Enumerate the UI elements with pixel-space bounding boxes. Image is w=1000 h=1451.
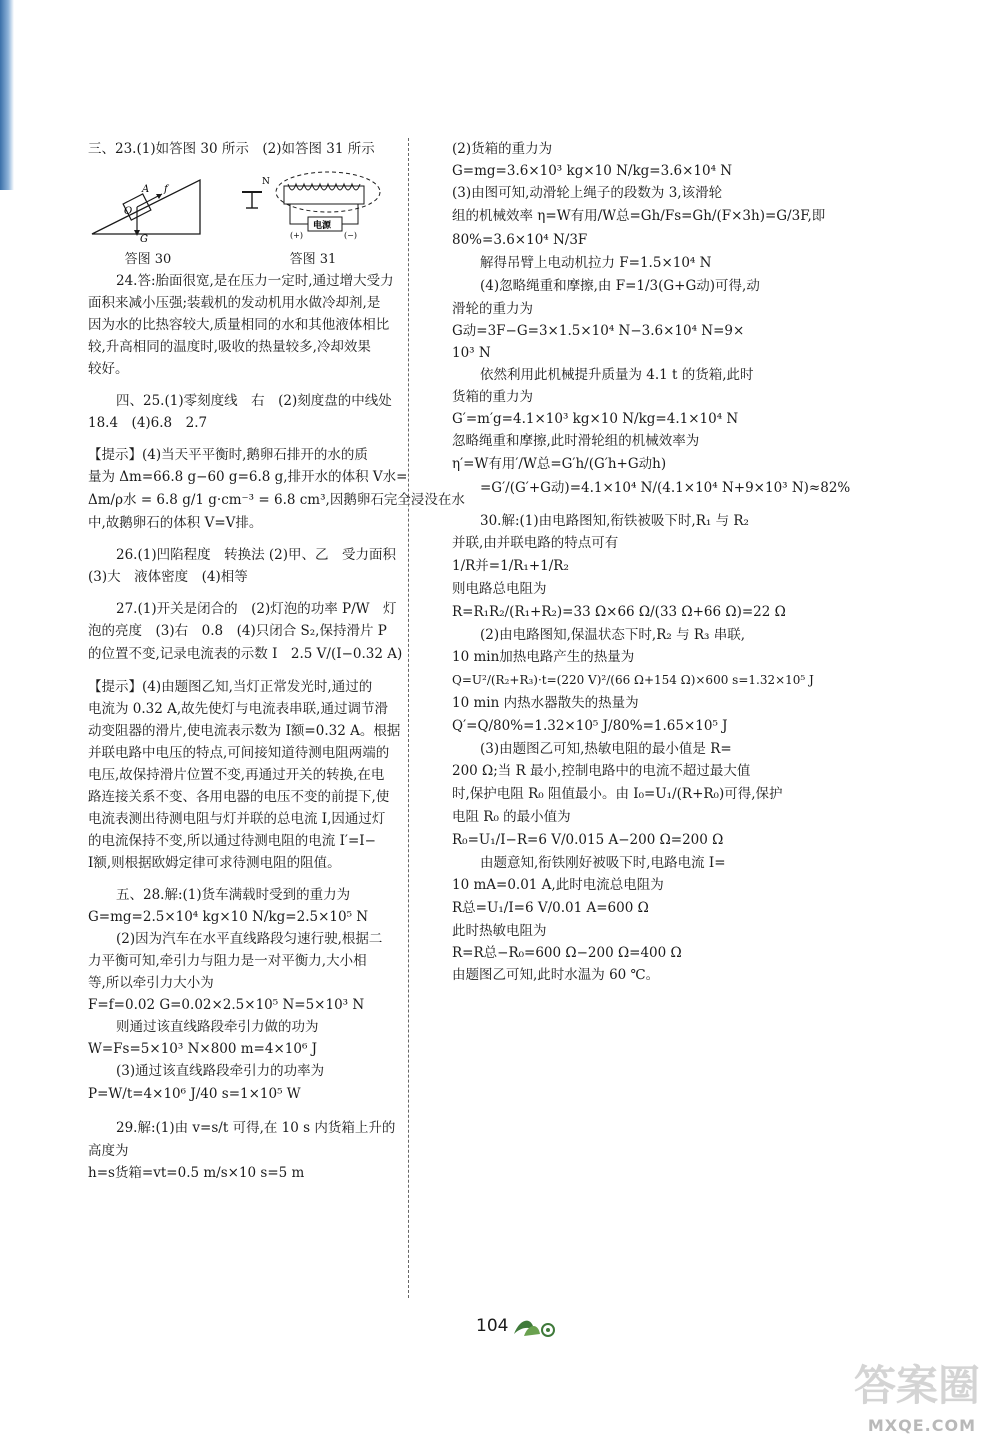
incline-diagram [88, 168, 208, 242]
hint-25: 【提示】(4)当天平平衡时,鹅卵石排开的水的质 量为 Δm=66.8 g−60 g=6.8 g,排开水的体积 V水= Δm/ρ水 = 6.8 g/1 g·cm⁻³ = 6.8 cm³,因鹅卵石完全浸没在水 中,故鹅卵石的体积 V=V排。 [88, 447, 465, 531]
answer-23: 三、23.(1)如答图 30 所示 (2)如答图 31 所示 [88, 141, 375, 157]
answer-26: 26.(1)凹陷程度 转换法 (2)甲、乙 受力面积 (3)大 液体密度 (4)相等 [88, 547, 397, 585]
answer-24: 24.答:胎面很宽,是在压力一定时,通过增大受力 面积来减小压强;装载机的发动机用水做冷却剂,是 因为水的比热容较大,质量相同的水和其他液体相比 较,升高相同的温度时,吸收的热量较多,冷却效果 较好。 [88, 273, 394, 377]
svg-text:O: O [124, 206, 133, 217]
column-divider [408, 138, 409, 1298]
answer-27: 27.(1)开关是闭合的 (2)灯泡的功率 P/W 灯 泡的亮度 (3)右 0.8 (4)只闭合 S₂,保持滑片 P 的位置不变,记录电流表的示数 I 2.5 V/(I−0.32 A) [88, 601, 403, 662]
figures-30-31 [88, 168, 388, 267]
figure-30 [88, 168, 208, 267]
binding-edge [0, 0, 14, 190]
right-column [452, 138, 851, 996]
answer-25: 四、25.(1)零刻度线 右 (2)刻度盘的中线处 18.4 (4)6.8 2.7 [88, 393, 392, 431]
figure-31-caption: 答图 31 [289, 252, 337, 267]
answer-30: 30.解:(1)由电路图知,衔铁被吸下时,R₁ 与 R₂ 并联,由并联电路的特点可有 1/R并=1/R₁+1/R₂ 则电路总电阻为 R=R₁R₂/(R₁+R₂)=33 Ω×66 Ω/(33 Ω+66 Ω)=22 Ω (2)由电路图知,保温状态下时,R₂ 与 R₃ 串联, 10 min加热电路产生的热量为 Q=U²/(R₂+R₃)·t=(220 V)²/(66 Ω+154 Ω)×600 s=1.32×10⁵ J 10 min 内热水器散失的热量为 Q′=Q/80%=1.32×10⁵ J/80%=1.65×10⁵ J (3)由题图乙可知,热敏电阻的最小值是 R= 200 Ω;当 R 最小,控制电路中的电流不超过最大值 时,保护电阻 R₀ 阻值最小。由 I₀=U₁/(R+R₀)可得,保护 电阻 R₀ 的最小值为 R₀=U₁/I−R=6 V/0.015 A−200 Ω=200 Ω 由题意知,衔铁刚好被吸下时,电路电流 I= 10 mA=0.01 A,此时电流总电阻为 R总=U₁/I=6 V/0.01 A=600 Ω 此时热敏电阻为 R=R总−R₀=600 Ω−200 Ω=400 Ω 由题图乙可知,此时水温为 60 ℃。 [452, 513, 814, 983]
figure-30-caption: 答图 30 [124, 252, 172, 267]
svg-text:(−): (−) [344, 231, 357, 240]
answer-29-continued: (2)货箱的重力为 G=mg=3.6×10³ kg×10 N/kg=3.6×10⁴ N (3)由图可知,动滑轮上绳子的段数为 3,该滑轮 组的机械效率 η=W有用/W总=Gh/Fs=Gh/(F×3h)=G/3F,即 80%=3.6×10⁴ N/3F 解得吊臂上电动机拉力 F=1.5×10⁴ N (4)忽略绳重和摩擦,由 F=1/3(G+G动)可得,动 滑轮的重力为 G动=3F−G=3×1.5×10⁴ N−3.6×10⁴ N=9× 10³ N 依然利用此机械提升质量为 4.1 t 的货箱,此时 货箱的重力为 G′=m′g=4.1×10³ kg×10 N/kg=4.1×10⁴ N 忽略绳重和摩擦,此时滑轮组的机械效率为 η′=W有用′/W总=G′h/(G′h+G动h) =G′/(G′+G动)=4.1×10⁴ N/(4.1×10⁴ N+9×10³ N)≈82% [452, 141, 851, 496]
svg-text:A: A [142, 184, 150, 195]
electromagnet-diagram [238, 168, 388, 242]
left-column [88, 138, 465, 1194]
page-number: 104 [476, 1316, 509, 1336]
svg-text:N: N [262, 177, 270, 187]
answer-28: 五、28.解:(1)货车满载时受到的重力为 G=mg=2.5×10⁴ kg×10 N/kg=2.5×10⁵ N (2)因为汽车在水平直线路段匀速行驶,根据二 力平衡可知,牵引力与阻力是一对平衡力,大小相 等,所以牵引力大小为 F=f=0.02 G=0.02×2.5×10⁵ N=5×10³ N 则通过该直线路段牵引力做的功为 W=Fs=5×10³ N×800 m=4×10⁶ J (3)通过该直线路段牵引力的功率为 P=W/t=4×10⁶ J/40 s=1×10⁵ W [88, 887, 383, 1102]
figure-31 [238, 168, 388, 267]
leaf-ornament-icon [510, 1312, 558, 1340]
watermark-url: MXQE.COM [867, 1416, 976, 1435]
svg-text:电源: 电源 [313, 221, 332, 231]
svg-text:G: G [140, 234, 148, 242]
watermark-logo: 答案圈 [853, 1361, 980, 1410]
answer-29: 29.解:(1)由 v=s/t 可得,在 10 s 内货箱上升的 高度为 h=s货箱=vt=0.5 m/s×10 s=5 m [88, 1120, 396, 1181]
hint-27: 【提示】(4)由题图乙知,当灯正常发光时,通过的 电流为 0.32 A,故先使灯与电流表串联,通过调节滑 动变阻器的滑片,使电流表示数为 I额=0.32 A。根据 并联电路中电压的特点,可间接知道待测电阻两端的 电压,故保持滑片位置不变,再通过开关的转换,在电 路连接关系不变、各用电器的电压不变的前提下,使 电流表测出待测电阻与灯并联的总电流 I,因通过灯 的电流保持不变,所以通过待测电阻的电流 I′=I− I额,则根据欧姆定律可求待测电阻的阻值。 [88, 679, 401, 871]
svg-text:(+): (+) [290, 231, 303, 240]
svg-text:f: f [164, 184, 168, 195]
